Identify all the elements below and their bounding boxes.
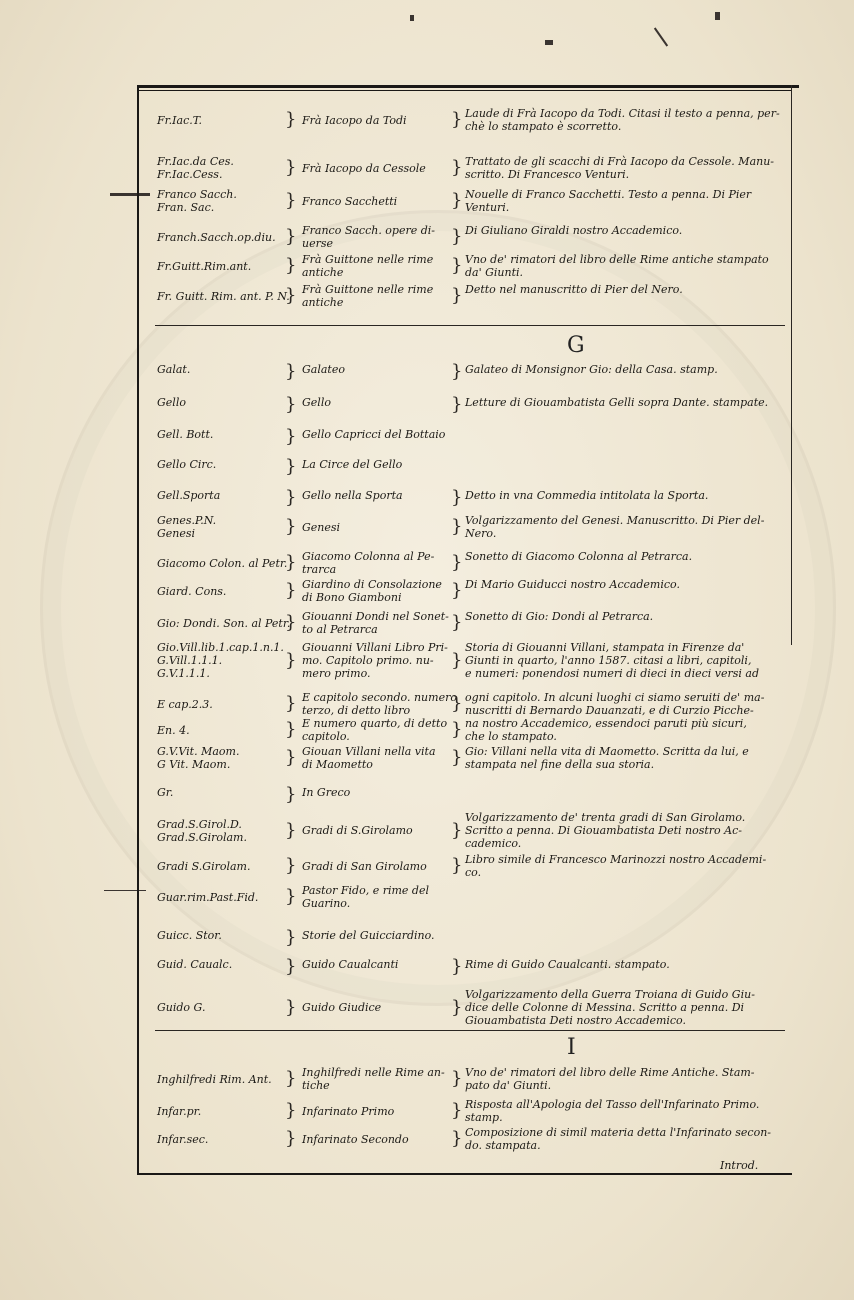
abbreviation: [157, 585, 297, 598]
work-title: [302, 578, 457, 604]
right-rule: [791, 85, 792, 645]
work-title-line: to al Petrarca: [302, 623, 378, 636]
brace-icon: }: [451, 580, 463, 601]
work-title: [302, 521, 457, 534]
abbreviation-line: Infar.sec.: [157, 1132, 209, 1146]
abbreviation: [157, 458, 297, 471]
description-line: co.: [465, 866, 482, 879]
work-title: [302, 786, 457, 799]
work-title-line: Frà Guittone nelle rime: [302, 283, 434, 296]
abbreviation: [157, 188, 297, 214]
entry-row: [157, 361, 787, 382]
abbreviation-line: G.V.Vit. Maom.: [157, 745, 240, 758]
brace-icon: }: [285, 516, 297, 537]
abbreviation: [157, 929, 297, 942]
description: [465, 396, 790, 409]
abbreviation: [157, 363, 297, 376]
left-rule: [137, 85, 139, 1175]
description-line: Sonetto di Giacomo Colonna al Petrarca.: [465, 550, 693, 563]
brace-icon: }: [285, 426, 297, 447]
entry-row: [157, 927, 787, 948]
work-title: [302, 884, 457, 910]
description-line: scritto. Di Francesco Venturi.: [465, 168, 630, 181]
description: [465, 811, 790, 850]
brace-icon: }: [285, 747, 297, 768]
entry-row: [157, 224, 787, 250]
abbreviation-line: Guicc. Stor.: [157, 929, 222, 942]
description-line: stampata nel fine della sua storia.: [465, 758, 655, 771]
abbreviation-line: En. 4.: [157, 723, 190, 737]
brace-icon: }: [451, 956, 463, 977]
work-title: [302, 691, 457, 717]
abbreviation: [157, 396, 297, 409]
description-line: Trattato de gli scacchi di Frà Iacopo da Cessole. Manu-: [465, 155, 775, 168]
brace-icon: }: [285, 886, 297, 907]
work-title-line: E numero quarto, di detto: [302, 717, 448, 730]
brace-icon: }: [451, 649, 463, 671]
entry-row: [157, 578, 787, 604]
brace-icon: }: [285, 1128, 297, 1149]
abbreviation: [157, 114, 297, 127]
abbreviation-line: Grad.S.Girolam.: [157, 830, 247, 844]
entry-row: [157, 487, 787, 508]
abbreviation: [157, 489, 297, 502]
abbreviation-line: Franco Sacch.: [157, 188, 237, 201]
brace-icon: }: [285, 855, 297, 876]
entry-row: [157, 641, 787, 680]
description: [465, 958, 790, 971]
description-line: Galateo di Monsignor Gio: della Casa. stamp.: [465, 363, 718, 376]
entry-row: [157, 107, 787, 133]
work-title-line: Franco Sacchetti: [302, 194, 398, 208]
entry-row: [157, 988, 787, 1027]
abbreviation: [157, 1133, 297, 1146]
work-title-line: Guido Giudice: [302, 1001, 382, 1014]
abbreviation-line: Fr.Guitt.Rim.ant.: [157, 259, 252, 273]
top-rule: [137, 85, 799, 88]
description-line: Di Mario Guiducci nostro Accademico.: [465, 578, 680, 591]
entry-row: [157, 853, 787, 879]
description-line: Risposta all'Apologia del Tasso dell'Infarinato Primo.: [465, 1098, 760, 1111]
entry-row: [157, 1066, 787, 1092]
brace-icon: }: [285, 956, 297, 977]
description-line: chè lo stampato è scorretto.: [465, 120, 622, 133]
description-line: do. stampata.: [465, 1139, 541, 1152]
work-title: [302, 717, 457, 743]
brace-icon: }: [285, 1068, 297, 1089]
brace-icon: }: [451, 612, 463, 633]
description-line: da' Giunti.: [465, 266, 524, 279]
work-title-line: Genesi: [302, 520, 341, 534]
abbreviation: [157, 514, 297, 540]
brace-icon: }: [285, 819, 297, 841]
abbreviation: [157, 818, 297, 844]
abbreviation-line: G.V.1.1.1.: [157, 667, 210, 680]
description-line: Nouelle di Franco Sacchetti. Testo a penna. Di Pier: [465, 188, 752, 201]
description: [465, 489, 790, 502]
section-letter: G: [567, 333, 585, 358]
description: [465, 610, 790, 623]
brace-icon: }: [451, 394, 463, 415]
description: [465, 107, 790, 133]
brace-icon: }: [451, 855, 463, 876]
description-line: Volgarizzamento de' trenta gradi di San Girolamo.: [465, 811, 746, 824]
brace-icon: }: [285, 693, 297, 714]
description: [465, 188, 790, 214]
abbreviation-line: Fr.Iac.Cess.: [157, 168, 223, 181]
work-title-line: uerse: [302, 237, 334, 250]
abbreviation: [157, 231, 297, 244]
work-title: [302, 824, 457, 837]
brace-icon: }: [285, 552, 297, 573]
work-title-line: Infarinato Primo: [302, 1104, 395, 1118]
work-title-line: Inghilfredi nelle Rime an-: [302, 1066, 445, 1079]
description-line: Venturi.: [465, 201, 510, 214]
entry-row: [157, 956, 787, 977]
abbreviation-line: Gio: Dondi. Son. al Petr.: [157, 616, 291, 630]
description-line: stamp.: [465, 1111, 503, 1124]
brace-icon: }: [451, 819, 463, 841]
work-title-line: tiche: [302, 1079, 330, 1092]
brace-icon: }: [451, 1068, 463, 1089]
work-title-line: Giouanni Dondi nel Sonet-: [302, 610, 449, 623]
abbreviation-line: Genes.P.N.: [157, 514, 217, 527]
work-title-line: Gradi di S.Girolamo: [302, 824, 413, 837]
abbreviation-line: Giard. Cons.: [157, 584, 227, 598]
description-line: Laude di Frà Iacopo da Todi. Citasi il testo a penna, per-: [465, 107, 780, 120]
work-title-line: Giouanni Villani Libro Pri-: [302, 641, 448, 654]
description: [465, 988, 790, 1027]
description-line: pato da' Giunti.: [465, 1079, 552, 1092]
abbreviation: [157, 958, 297, 971]
abbreviation-line: Galat.: [157, 363, 191, 376]
abbreviation-line: Gio.Vill.lib.1.cap.1.n.1.: [157, 641, 284, 654]
description: [465, 514, 790, 540]
work-title: [302, 195, 457, 208]
description: [465, 641, 790, 680]
work-title-line: mero primo.: [302, 667, 371, 680]
section-divider: [155, 1030, 785, 1031]
brace-icon: }: [451, 361, 463, 382]
work-title-line: Franco Sacch. opere di-: [302, 224, 436, 237]
work-title-line: Pastor Fido, e rime del: [302, 884, 430, 897]
brace-icon: }: [451, 996, 463, 1018]
abbreviation-line: Guido G.: [157, 1001, 206, 1014]
brace-icon: }: [285, 612, 297, 633]
abbreviation: [157, 1105, 297, 1118]
work-title: [302, 224, 457, 250]
work-title: [302, 253, 457, 279]
description-line: cademico.: [465, 837, 522, 850]
abbreviation-line: Gello Circ.: [157, 458, 217, 471]
description-line: dice delle Colonne di Messina. Scritto a penna. Di: [465, 1001, 745, 1014]
entry-row: [157, 426, 787, 447]
brace-icon: }: [451, 693, 463, 714]
entry-row: [157, 610, 787, 636]
description-line: Detto in vna Commedia intitolata la Sporta.: [465, 489, 709, 502]
abbreviation: [157, 260, 297, 273]
work-title: [302, 428, 457, 441]
work-title-line: di Maometto: [302, 758, 373, 771]
description: [465, 283, 790, 296]
brace-icon: }: [451, 719, 463, 740]
abbreviation: [157, 617, 297, 630]
entry-row: [157, 884, 787, 910]
work-title-line: capitolo.: [302, 730, 350, 743]
brace-icon: }: [285, 784, 297, 805]
work-title: [302, 929, 457, 942]
work-title-line: Gello Capricci del Bottaio: [302, 428, 446, 441]
description: [465, 1066, 790, 1092]
entry-row: [157, 394, 787, 415]
description-line: na nostro Accademico, essendoci paruti più sicuri,: [465, 717, 747, 730]
work-title-line: mo. Capitolo primo. nu-: [302, 654, 434, 667]
work-title-line: Gello: [302, 396, 331, 409]
brace-icon: }: [285, 996, 297, 1018]
abbreviation-line: Inghilfredi Rim. Ant.: [157, 1072, 272, 1086]
description-line: Sonetto di Gio: Dondi al Petrarca.: [465, 610, 654, 623]
entry-row: [157, 514, 787, 540]
description: [465, 1098, 790, 1124]
abbreviation-line: Infar.pr.: [157, 1104, 202, 1118]
description: [465, 224, 790, 237]
brace-icon: }: [285, 649, 297, 671]
abbreviation: [157, 641, 297, 680]
description-line: Vno de' rimatori del libro delle Rime Antiche. Stam-: [465, 1066, 755, 1079]
abbreviation: [157, 428, 297, 441]
brace-icon: }: [285, 157, 297, 178]
description: [465, 155, 790, 181]
description-line: Giunti in quarto, l'anno 1587. citasi a libri, capitoli,: [465, 654, 752, 667]
ink-spot: [715, 12, 720, 20]
abbreviation-line: G.Vill.1.1.1.: [157, 654, 223, 667]
brace-icon: }: [451, 516, 463, 537]
brace-icon: }: [285, 226, 297, 247]
description-line: e numeri: ponendosi numeri di dieci in dieci versi ad: [465, 667, 760, 680]
brace-icon: }: [451, 109, 463, 130]
work-title: [302, 1105, 457, 1118]
abbreviation: [157, 557, 297, 570]
entry-row: [157, 1098, 787, 1124]
brace-icon: }: [451, 255, 463, 276]
abbreviation-line: Franch.Sacch.op.diu.: [157, 230, 276, 244]
work-title-line: di Bono Giamboni: [302, 591, 402, 604]
abbreviation-line: Guar.rim.Past.Fid.: [157, 890, 259, 904]
abbreviation: [157, 155, 297, 181]
work-title: [302, 550, 457, 576]
work-title: [302, 610, 457, 636]
brace-icon: }: [285, 927, 297, 948]
work-title-line: antiche: [302, 296, 344, 309]
work-title: [302, 363, 457, 376]
abbreviation-line: Gell.Sporta: [157, 489, 221, 502]
description: [465, 253, 790, 279]
description-line: Giouambatista Deti nostro Accademico.: [465, 1014, 686, 1027]
abbreviation-line: Fr. Guitt. Rim. ant. P. N.: [157, 289, 290, 303]
entry-row: [157, 691, 787, 717]
brace-icon: }: [451, 1100, 463, 1121]
section-divider: [155, 325, 785, 326]
work-title: [302, 458, 457, 471]
brace-icon: }: [451, 487, 463, 508]
entry-row: [157, 188, 787, 214]
abbreviation-line: Gell. Bott.: [157, 428, 214, 441]
description-line: Storia di Giouanni Villani, stampata in Firenze da': [465, 641, 745, 654]
work-title: [302, 1066, 457, 1092]
work-title-line: Gradi di San Girolamo: [302, 859, 427, 873]
description-line: nuscritti di Bernardo Dauanzati, e di Curzio Picche-: [465, 704, 754, 717]
brace-icon: }: [285, 456, 297, 477]
entry-row: [157, 1126, 787, 1152]
brace-icon: }: [451, 747, 463, 768]
entry-row: [157, 745, 787, 771]
description-line: Detto nel manuscritto di Pier del Nero.: [465, 283, 683, 296]
work-title-line: Frà Iacopo da Todi: [302, 113, 407, 127]
work-title-line: antiche: [302, 266, 344, 279]
catchword: Introd.: [720, 1159, 759, 1172]
brace-icon: }: [285, 1100, 297, 1121]
entry-row: [157, 811, 787, 850]
description: [465, 745, 790, 771]
section-letter: I: [567, 1035, 576, 1060]
description-line: ogni capitolo. In alcuni luoghi ci siamo seruiti de' ma-: [465, 691, 765, 704]
abbreviation-line: G Vit. Maom.: [157, 758, 231, 771]
abbreviation: [157, 290, 297, 303]
description: [465, 550, 790, 563]
description-line: Rime di Guido Caualcanti. stampato.: [465, 958, 670, 971]
entry-row: [157, 283, 787, 309]
abbreviation-line: Giacomo Colon. al Petr.: [157, 556, 288, 570]
description-line: che lo stampato.: [465, 730, 557, 743]
abbreviation-line: Gradi S.Girolam.: [157, 859, 251, 873]
work-title-line: E capitolo secondo. numero: [302, 691, 457, 704]
description: [465, 363, 790, 376]
description-line: Gio: Villani nella vita di Maometto. Scritta da lui, e: [465, 745, 749, 758]
description-line: Nero.: [465, 527, 497, 540]
brace-icon: }: [285, 487, 297, 508]
brace-icon: }: [451, 1128, 463, 1149]
entry-row: [157, 456, 787, 477]
work-title-line: Guido Caualcanti: [302, 958, 399, 971]
work-title-line: Giardino di Consolazione: [302, 578, 442, 591]
description-line: Volgarizzamento del Genesi. Manuscritto. Di Pier del-: [465, 514, 765, 527]
brace-icon: }: [285, 394, 297, 415]
abbreviation-line: E cap.2.3.: [157, 697, 213, 711]
work-title-line: Guarino.: [302, 897, 351, 910]
content-frame: [137, 85, 792, 1185]
description: [465, 578, 790, 591]
abbreviation: [157, 698, 297, 711]
description-line: Vno de' rimatori del libro delle Rime antiche stampato: [465, 253, 769, 266]
brace-icon: }: [451, 285, 463, 306]
description-line: Volgarizzamento della Guerra Troiana di Guido Giu-: [465, 988, 755, 1001]
abbreviation-line: Fran. Sac.: [157, 201, 215, 214]
brace-icon: }: [451, 552, 463, 573]
work-title-line: In Greco: [302, 786, 351, 799]
abbreviation: [157, 1073, 297, 1086]
entry-row: [157, 550, 787, 576]
work-title-line: La Circe del Gello: [302, 458, 403, 471]
brace-icon: }: [285, 109, 297, 130]
description: [465, 1126, 790, 1152]
top-rule-thin: [137, 90, 792, 91]
work-title-line: trarca: [302, 563, 337, 576]
work-title: [302, 114, 457, 127]
work-title-line: Frà Iacopo da Cessole: [302, 161, 426, 175]
description: [465, 691, 790, 717]
abbreviation: [157, 745, 297, 771]
description: [465, 853, 790, 879]
bottom-rule: [137, 1173, 792, 1175]
work-title-line: Frà Guittone nelle rime: [302, 253, 434, 266]
work-title-line: Storie del Guicciardino.: [302, 929, 435, 942]
work-title: [302, 641, 457, 680]
entry-row: [157, 253, 787, 279]
description-line: Di Giuliano Giraldi nostro Accademico.: [465, 224, 683, 237]
brace-icon: }: [285, 255, 297, 276]
work-title: [302, 1133, 457, 1146]
brace-icon: }: [285, 285, 297, 306]
brace-icon: }: [285, 580, 297, 601]
abbreviation-line: Genesi: [157, 527, 196, 540]
brace-icon: }: [285, 190, 297, 211]
abbreviation: [157, 1001, 297, 1014]
abbreviation: [157, 891, 297, 904]
work-title: [302, 489, 457, 502]
work-title: [302, 1001, 457, 1014]
work-title: [302, 958, 457, 971]
description-line: Libro simile di Francesco Marinozzi nostro Accademi-: [465, 853, 767, 866]
work-title-line: Giouan Villani nella vita: [302, 745, 436, 758]
work-title: [302, 162, 457, 175]
brace-icon: }: [451, 226, 463, 247]
entry-row: [157, 155, 787, 181]
description-line: Composizione di simil materia detta l'Infarinato secon-: [465, 1126, 772, 1139]
work-title-line: Giacomo Colonna al Pe-: [302, 550, 435, 563]
description-line: Scritto a penna. Di Giouambatista Deti nostro Ac-: [465, 824, 742, 837]
abbreviation-line: Fr.Iac.T.: [157, 113, 202, 127]
brace-icon: }: [285, 719, 297, 740]
work-title-line: terzo, di detto libro: [302, 704, 411, 717]
description: [465, 717, 790, 743]
abbreviation: [157, 724, 297, 737]
brace-icon: }: [285, 361, 297, 382]
brace-icon: }: [451, 190, 463, 211]
work-title-line: Infarinato Secondo: [302, 1132, 409, 1146]
ink-spot: [545, 40, 553, 45]
brace-icon: }: [451, 157, 463, 178]
abbreviation-line: Gr.: [157, 786, 174, 799]
entry-row: [157, 784, 787, 805]
abbreviation-line: Fr.Iac.da Ces.: [157, 155, 234, 168]
work-title-line: Gello nella Sporta: [302, 489, 403, 502]
abbreviation-line: Guid. Caualc.: [157, 958, 233, 971]
ink-spot: [410, 15, 414, 21]
entry-row: [157, 717, 787, 743]
abbreviation: [157, 860, 297, 873]
abbreviation: [157, 786, 297, 799]
abbreviation-line: Gello: [157, 396, 186, 409]
work-title: [302, 745, 457, 771]
work-title: [302, 860, 457, 873]
work-title: [302, 283, 457, 309]
work-title: [302, 396, 457, 409]
work-title-line: Galateo: [302, 363, 345, 376]
description-line: Letture di Giouambatista Gelli sopra Dante. stampate.: [465, 396, 769, 409]
abbreviation-line: Grad.S.Girol.D.: [157, 817, 242, 831]
